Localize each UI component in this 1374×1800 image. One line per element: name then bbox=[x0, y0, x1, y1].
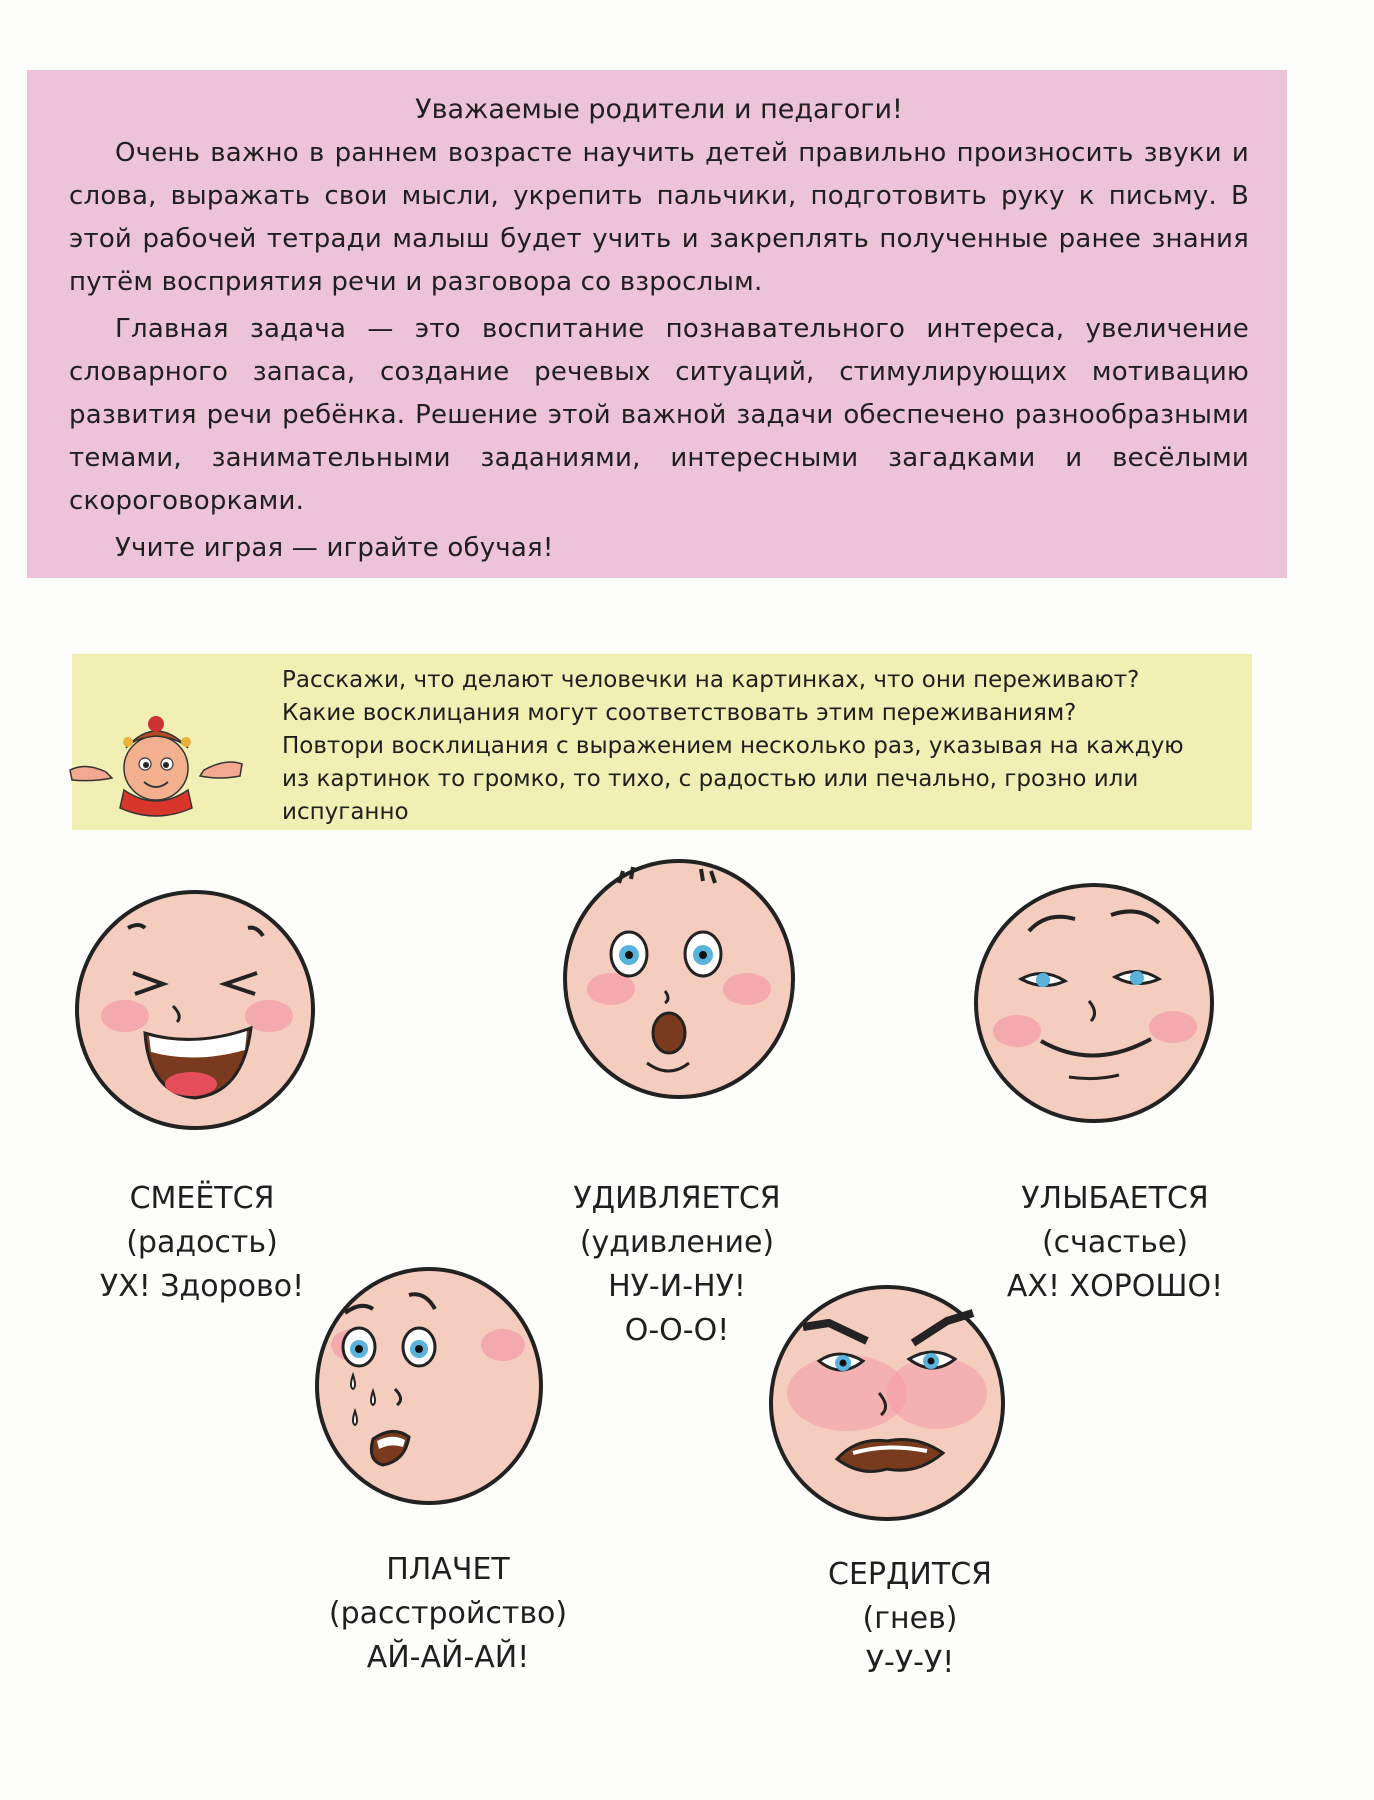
task-line: из картинок то громко, то тихо, с радостью или печально, грозно или bbox=[282, 766, 1139, 792]
exclamation-label: НУ-И-НУ! bbox=[608, 1269, 746, 1304]
action-label: ПЛАЧЕТ bbox=[386, 1552, 510, 1587]
surprised-face-icon bbox=[561, 857, 797, 1101]
mascot-icon bbox=[66, 712, 246, 824]
caption-surprised bbox=[547, 1177, 807, 1353]
exclamation-label: АЙ-АЙ-АЙ! bbox=[366, 1640, 530, 1675]
caption-crying bbox=[318, 1548, 578, 1680]
emotion-label: (удивление) bbox=[579, 1225, 775, 1260]
task-line: Какие восклицания могут соответствовать этим переживаниям? bbox=[282, 700, 1077, 726]
task-box bbox=[72, 654, 1252, 830]
exclamation-label: У-У-У! bbox=[865, 1645, 955, 1680]
crying-face-icon bbox=[313, 1265, 545, 1507]
action-label: УДИВЛЯЕТСЯ bbox=[573, 1181, 781, 1216]
task-line: испуганно bbox=[282, 799, 409, 825]
caption-smiling bbox=[985, 1177, 1245, 1309]
caption-angry bbox=[780, 1553, 1040, 1685]
intro-paragraph: Главная задача — это воспитание познавательного интереса, увеличение словарного запаса, создание речевых ситуаций, стимулирующих мотивацию развития речи ребёнка. Решение этой важной задачи обеспечено разнообразными темами, занимательными заданиями, интересными загадками и весёлыми скороговорками. bbox=[69, 314, 1249, 516]
intro-paragraph: Учите играя — играйте обучая! bbox=[115, 533, 554, 563]
emotion-label: (радость) bbox=[126, 1225, 278, 1260]
caption-laughing bbox=[82, 1177, 322, 1309]
smiling-face-icon bbox=[971, 881, 1217, 1125]
action-label: СЕРДИТСЯ bbox=[828, 1557, 992, 1592]
emotion-label: (счастье) bbox=[1041, 1225, 1189, 1260]
exclamation-label: АХ! ХОРОШО! bbox=[1006, 1269, 1224, 1304]
intro-paragraph: Очень важно в раннем возрасте научить детей правильно произносить звуки и слова, выражать свои мысли, укрепить пальчики, подготовить руку к письму. В этой рабочей тетради малыш будет учить и закреплять полученные ранее знания путём восприятия речи и разговора со взрослым. bbox=[69, 138, 1249, 297]
laughing-face-icon bbox=[73, 888, 317, 1132]
action-label: УЛЫБАЕТСЯ bbox=[1021, 1181, 1209, 1216]
emotion-label: (гнев) bbox=[862, 1601, 958, 1636]
intro-title: Уважаемые родители и педагоги! bbox=[415, 94, 903, 125]
action-label: СМЕЁТСЯ bbox=[129, 1181, 275, 1216]
intro-box bbox=[27, 70, 1287, 578]
exclamation-label: О-О-О! bbox=[624, 1313, 730, 1348]
task-line: Повтори восклицания с выражением несколько раз, указывая на каждую bbox=[282, 733, 1184, 759]
emotion-label: (расстройство) bbox=[328, 1596, 568, 1631]
task-line: Расскажи, что делают человечки на картинках, что они переживают? bbox=[282, 667, 1140, 693]
exclamation-label: УХ! Здорово! bbox=[99, 1269, 305, 1304]
